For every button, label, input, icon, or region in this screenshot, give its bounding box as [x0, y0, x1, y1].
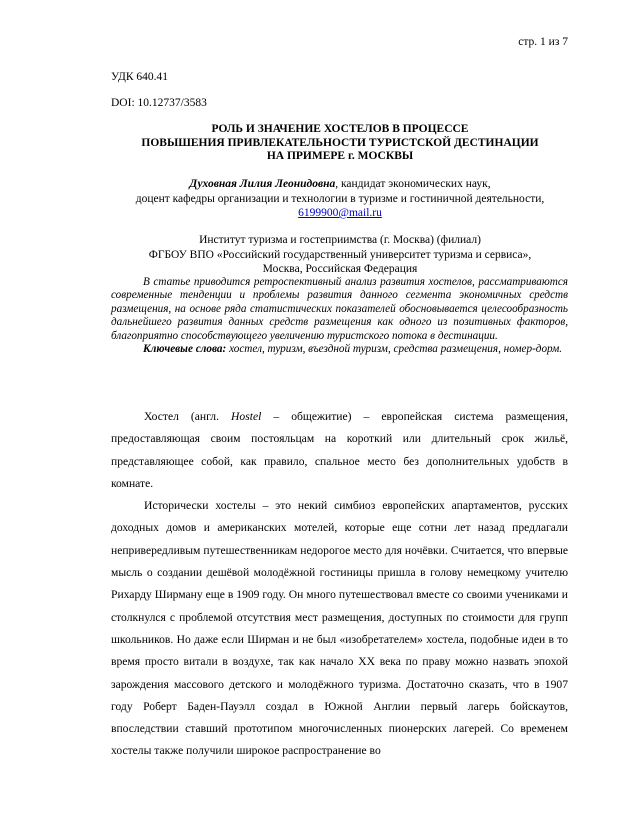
title-line: ПОВЫШЕНИЯ ПРИВЛЕКАТЕЛЬНОСТИ ТУРИСТСКОЙ ДЕСТИНАЦИИ — [141, 136, 539, 149]
body-paragraph-2: Исторически хостелы – это некий симбиоз европейских апартаментов, русских доходных домов и американских мотелей, которые еще сотни лет назад предлагали непривередливым путешественникам недорогое место для ночёвки. Считается, что впервые мысль о создании дешёвой молодёжной гостиницы пришла в голову немецкому учителю Рихарду Ширману еще в 1909 году. Он много путешествовал вместе со своими учениками и столкнулся с проблемой отсутствия мест размещения, доступных по стоимости для групп школьников. Но даже если Ширман и не был «изобретателем» хостела, подобные идеи в то время просто витали в воздухе, так как начало XX века по праву можно назвать эпохой зарождения массового детского и молодёжного туризма. Достаточно сказать, что в 1907 году Роберт Баден-Пауэлл создал в Южной Англии первый лагерь бойскаутов, впоследствии ставший прототипом многочисленных пионерских лагерей. Со временем хостелы также получили широкое распространение во — [111, 499, 568, 758]
institution-line: Институт туризма и гостеприимства (г. Москва) (филиал) — [199, 234, 481, 246]
institution-line: ФГБОУ ВПО «Российский государственный университет туризма и сервиса», — [148, 248, 532, 261]
page-number: стр. 1 из 7 — [518, 36, 568, 48]
author-email-link[interactable]: 6199900@mail.ru — [298, 207, 382, 219]
abstract-text: В статье приводится ретроспективный анализ развития хостелов, рассматриваются современные тенденции и проблемы развития данного сегмента экономичных средств размещения, на основе ряда статистических показателей обосновывается целесообразность дальнейшего развития данных средств размещения как одного из позитивных факторов, благоприятно способствующего увеличению туристского потока в дестинации. — [111, 276, 568, 342]
title-line: РОЛЬ И ЗНАЧЕНИЕ ХОСТЕЛОВ В ПРОЦЕССЕ — [211, 123, 469, 135]
title-line: НА ПРИМЕРЕ г. МОСКВЫ — [266, 150, 414, 162]
institution-block — [80, 233, 600, 277]
author-name: Духовная Лилия Леонидовна — [189, 178, 336, 190]
udk-code: УДК 640.41 — [111, 71, 168, 83]
keywords — [111, 343, 568, 356]
keywords-list: хостел, туризм, въездной туризм, средства размещения, номер-дорм. — [226, 343, 563, 356]
paragraph-italic-term: Hostel — [231, 410, 262, 423]
abstract — [111, 276, 568, 356]
article-title — [80, 123, 600, 164]
keywords-label: Ключевые слова: — [143, 343, 227, 356]
author-degree: , кандидат экономических наук, — [335, 178, 491, 190]
author-block — [80, 177, 600, 221]
author-position: доцент кафедры организации и технологии в туризме и гостиничной деятельности, — [135, 192, 545, 205]
author-line — [80, 177, 600, 192]
institution-line: Москва, Российская Федерация — [262, 263, 418, 275]
paragraph-text: – общежитие) – европейская система размещения, предоставляющая своим постояльцам на короткий или длительный срок жильё, представляющее собой, как правило, спальное место без дополнительных удобств в комнате. — [111, 410, 569, 490]
body-paragraph-1 — [111, 406, 568, 495]
article-body — [111, 406, 568, 763]
doi: DOI: 10.12737/3583 — [111, 97, 207, 109]
paragraph-text: Хостел (англ. — [144, 410, 232, 423]
